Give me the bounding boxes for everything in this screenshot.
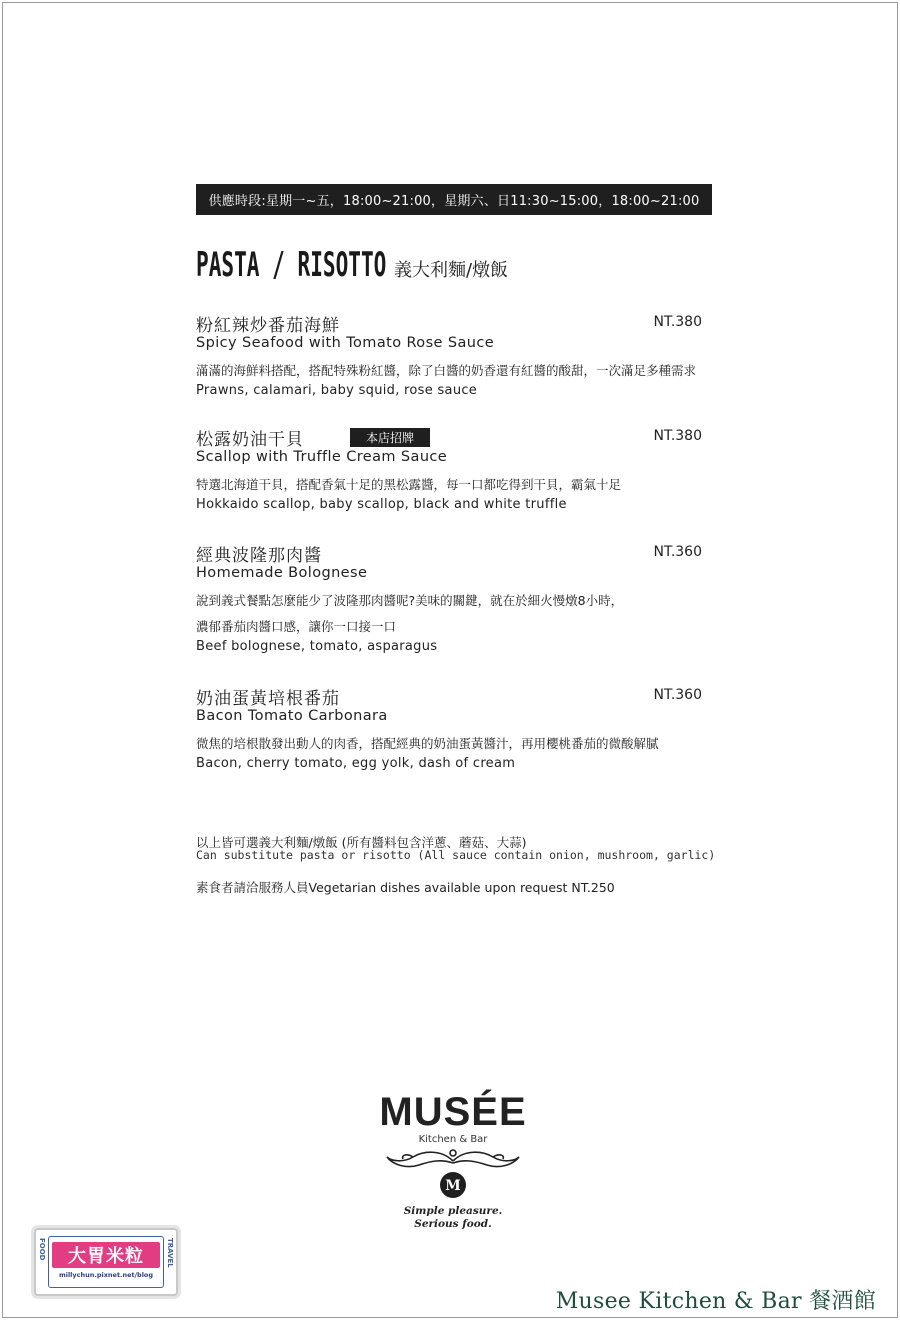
menu-item xyxy=(196,541,716,654)
item-price: NT.380 xyxy=(653,428,702,444)
item-description-en: Hokkaido scallop, baby scallop, black and white truffle xyxy=(196,497,567,512)
item-description-en: Beef bolognese, tomato, asparagus xyxy=(196,639,438,654)
logo-tagline-2: Serious food. xyxy=(414,1218,492,1231)
menu-item xyxy=(196,425,716,512)
item-name-zh: 粉紅辣炒番茄海鮮 xyxy=(196,315,340,336)
section-title-zh: 義大利麵/燉飯 xyxy=(394,260,509,281)
item-name-en: Bacon Tomato Carbonara xyxy=(196,708,388,724)
menu-item xyxy=(196,311,716,398)
logo-monogram: M xyxy=(445,1178,461,1194)
item-name-en: Scallop with Truffle Cream Sauce xyxy=(196,449,448,465)
vegetarian-note: 素食者請洽服務人員Vegetarian dishes available upon request NT.250 xyxy=(196,880,615,895)
logo-tagline-1: Simple pleasure. xyxy=(403,1205,503,1217)
item-price: NT.360 xyxy=(653,544,702,560)
item-name-zh: 奶油蛋黃培根番茄 xyxy=(196,688,340,709)
item-description-zh: 滿滿的海鮮料搭配，搭配特殊粉紅醬，除了白醬的奶香還有紅醬的酸甜，一次滿足多種需求 xyxy=(196,363,697,378)
service-hours-bar xyxy=(196,184,712,215)
logo-ornament-icon xyxy=(383,1147,523,1205)
watermark-title: 大胃米粒 xyxy=(52,1242,160,1268)
menu-item xyxy=(196,684,716,771)
item-description-en: Bacon, cherry tomato, egg yolk, dash of cream xyxy=(196,756,516,771)
item-name-zh: 松露奶油干貝 xyxy=(196,429,304,450)
watermark-left-label: FOOD xyxy=(38,1238,46,1261)
blog-watermark xyxy=(34,1228,178,1296)
logo-subtitle: Kitchen & Bar xyxy=(418,1134,488,1145)
service-hours-text: 供應時段:星期一~五，18:00~21:00，星期六、日11:30~15:00，18:00~21:00 xyxy=(208,194,700,209)
item-description-zh: 特選北海道干貝，搭配香氣十足的黑松露醬，每一口都吃得到干貝，霸氣十足 xyxy=(196,477,622,492)
musee-logo xyxy=(368,1092,538,1231)
item-price: NT.380 xyxy=(653,314,702,330)
substitute-note-zh: 以上皆可選義大利麵/燉飯 (所有醬料包含洋蔥、蘑菇、大蒜) xyxy=(196,835,527,850)
item-name-zh: 經典波隆那肉醬 xyxy=(196,545,322,566)
logo-name: MUSÉE xyxy=(379,1090,527,1134)
section-heading xyxy=(196,245,509,285)
item-name-en: Homemade Bolognese xyxy=(196,565,368,581)
footer-restaurant-title: Musee Kitchen & Bar 餐酒館 xyxy=(555,1289,876,1314)
item-description-en: Prawns, calamari, baby squid, rose sauce xyxy=(196,383,478,398)
item-price: NT.360 xyxy=(653,687,702,703)
item-description-zh-line2: 濃郁番茄肉醬口感，讓你一口接一口 xyxy=(196,619,397,634)
section-title-en: PASTA / RISOTTO xyxy=(196,245,387,285)
item-description-zh: 微焦的培根散發出動人的肉香，搭配經典的奶油蛋黃醬汁，再用櫻桃番茄的微酸解膩 xyxy=(196,736,659,751)
item-name-en: Spicy Seafood with Tomato Rose Sauce xyxy=(196,335,495,351)
signature-badge: 本店招牌 xyxy=(350,428,430,447)
substitute-note-en: Can substitute pasta or risotto (All sauce contain onion, mushroom, garlic) xyxy=(196,848,716,862)
watermark-right-label: TRAVEL xyxy=(166,1238,174,1268)
item-description-zh: 說到義式餐點怎麼能少了波隆那肉醬呢?美味的關鍵，就在於細火慢燉8小時， xyxy=(196,593,624,608)
watermark-url: millychun.pixnet.net/blog xyxy=(58,1271,154,1279)
